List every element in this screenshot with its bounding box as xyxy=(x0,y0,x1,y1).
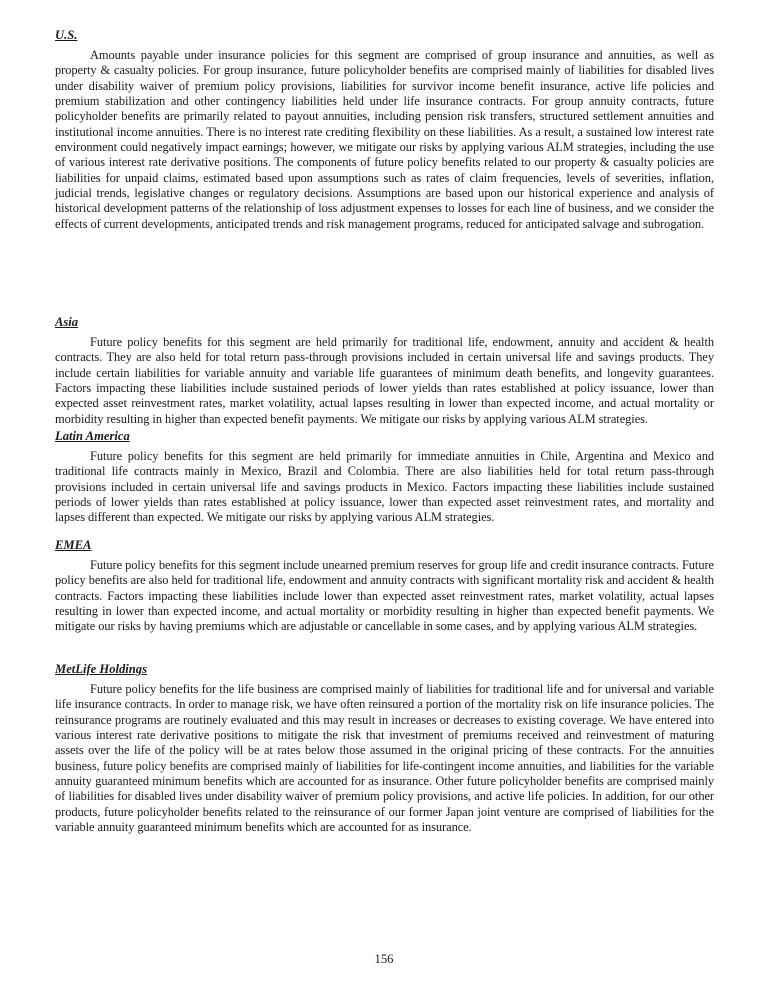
section-heading: MetLife Holdings xyxy=(55,662,147,676)
section-metlife-holdings xyxy=(55,662,714,835)
section-asia xyxy=(55,315,714,427)
section-paragraph: Future policy benefits for the life business are comprised mainly of liabilities for traditional life and for universal and variable life insurance contracts. In order to manage risk, we have often reinsured a portion of the mortality risk on life insurance policies. The reinsurance programs are routinely evaluated and this may result in increases or decreases to existing coverage. We have entered into various interest rate derivative positions to mitigate the risk that investment of premiums received and reinvestment of maturing assets over the life of the policy will be at rates below those assumed in the original pricing of these contracts. For the annuities business, future policy benefits are comprised mainly of liabilities for life-contingent income annuities, and liabilities for the variable annuity guaranteed minimum benefits which are accounted for as insurance. Other future policyholder benefits are comprised mainly of liabilities for disabled lives under disability waiver of premium policy provisions, and active life policies. In addition, for our other products, future policyholder benefits related to the reinsurance of our former Japan joint venture are comprised of liabilities for the variable annuity guaranteed minimum benefits which are accounted for as insurance. xyxy=(55,682,714,835)
section-heading: Latin America xyxy=(55,429,130,443)
section-heading: Asia xyxy=(55,315,79,329)
section-paragraph: Future policy benefits for this segment include unearned premium reserves for group life and credit insurance contracts. Future policy benefits are also held for traditional life, endowment and annuity contracts with significant mortality risk and accident & health contracts. Factors impacting these liabilities include lower than expected asset reinvestment rates, market volatility, actual lapses resulting in lower than expected income, and actual mortality or morbidity resulting in higher than expected benefit payments. We mitigate our risks by having premiums which are adjustable or cancellable in some cases, and by applying various ALM strategies. xyxy=(55,558,714,634)
section-latin-america xyxy=(55,429,714,526)
section-paragraph: Future policy benefits for this segment are held primarily for traditional life, endowment, annuity and accident & health contracts. They are also held for total return pass-through provisions included in certain universal life and savings products. They include certain liabilities for variable annuity and variable life guarantees of minimum death benefits, and longevity guarantees. Factors impacting these liabilities include sustained periods of lower yields than rates established at policy issuance, lower than expected asset reinvestment rates, market volatility, actual lapses resulting in lower than expected income, and actual mortality or morbidity resulting in higher than expected benefit payments. We mitigate our risks by applying various ALM strategies. xyxy=(55,335,714,426)
section-emea xyxy=(55,538,714,635)
section-us xyxy=(55,28,714,232)
page-number: 156 xyxy=(374,952,394,966)
section-paragraph: Amounts payable under insurance policies for this segment are comprised of group insurance and annuities, as well as property & casualty policies. For group insurance, future policyholder benefits are comprised mainly of liabilities for disabled lives under disability waiver of premium policy provisions, liabilities for survivor income benefit insurance, active life policies and premium stabilization and other contingency liabilities held under life insurance contracts. For group annuity contracts, future policyholder benefits are primarily related to payout annuities, including pension risk transfers, structured settlement annuities and institutional income annuities. There is no interest rate crediting flexibility on these liabilities. As a result, a sustained low interest rate environment could negatively impact earnings; however, we mitigate our risks by applying various ALM strategies, including the use of various interest rate derivative positions. The components of future policy benefits related to our property & casualty policies are liabilities for unpaid claims, estimated based upon assumptions such as rates of claim frequencies, levels of severities, inflation, judicial trends, legislative changes or regulatory decisions. Assumptions are based upon our historical experience and analysis of historical development patterns of the relationship of loss adjustment expenses to losses for each line of business, and we consider the effects of current developments, anticipated trends and risk management programs, reduced for anticipated salvage and subrogation. xyxy=(55,48,714,231)
section-heading: EMEA xyxy=(55,538,92,552)
section-paragraph: Future policy benefits for this segment are held primarily for immediate annuities in Chile, Argentina and Mexico and traditional life contracts mainly in Mexico, Brazil and Colombia. There are also liabilities held for total return pass-through provisions included in certain universal life and savings products in Mexico. Factors impacting these liabilities include sustained periods of lower yields than rates established at policy issuance, lower than expected asset reinvestment rates, and mortality and lapses different than expected. We mitigate our risks by applying various ALM strategies. xyxy=(55,449,714,525)
section-heading: U.S. xyxy=(55,28,78,42)
